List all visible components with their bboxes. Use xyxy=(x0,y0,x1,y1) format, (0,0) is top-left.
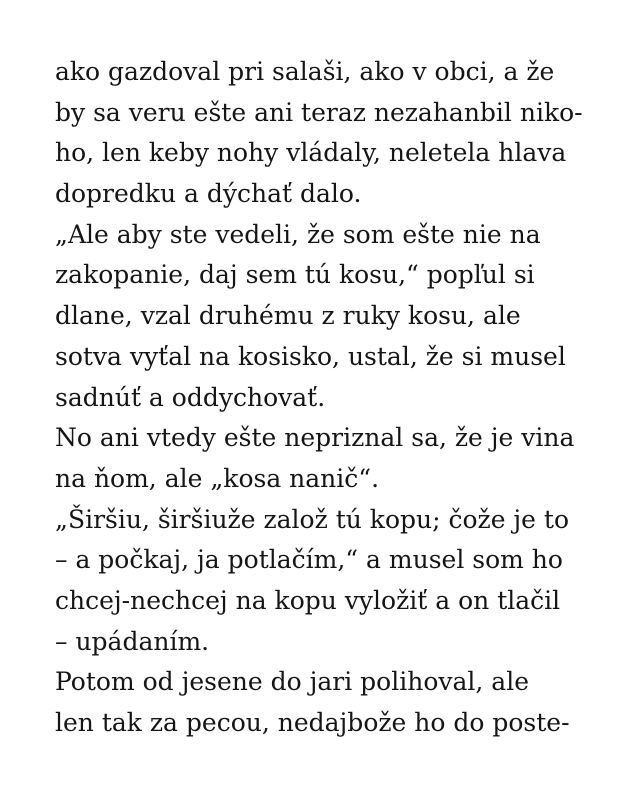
text-line: chcej-nechcej na kopu vyložiť a on tlačil xyxy=(55,585,561,615)
text-line: zakopanie, daj sem tú kosu,“ popľul si xyxy=(55,260,535,290)
text-line: len tak za pecou, nedajbože ho do poste- xyxy=(55,708,570,737)
text-line: sadnúť a oddychovať. xyxy=(55,382,326,412)
text-line: „Ale aby ste vedeli, že som ešte nie na xyxy=(55,219,541,249)
page-text xyxy=(55,52,595,744)
text-line: dlane, vzal druhému z ruky kosu, ale xyxy=(55,301,521,331)
text-line: No ani vtedy ešte nepriznal sa, že je vina xyxy=(55,423,575,453)
text-line: Potom od jesene do jari polihoval, ale xyxy=(55,667,529,697)
text-line: ako gazdoval pri salaši, ako v obci, a že xyxy=(55,57,555,86)
text-line: „Širšiu, širšiuže založ tú kopu; čože je to xyxy=(55,504,570,534)
text-line: dopredku a dýchať dalo. xyxy=(55,179,362,209)
text-line: na ňom, ale „kosa nanič“. xyxy=(55,463,380,493)
text-line: – upádaním. xyxy=(55,626,210,656)
text-line: ho, len keby nohy vládaly, neletela hlava xyxy=(55,138,567,168)
text-line: sotva vyťal na kosisko, ustal, že si musel xyxy=(55,341,566,371)
text-line: by sa veru ešte ani teraz nezahanbil niko- xyxy=(55,97,583,127)
text-line: – a počkaj, ja potlačím,“ a musel som ho xyxy=(55,545,563,575)
